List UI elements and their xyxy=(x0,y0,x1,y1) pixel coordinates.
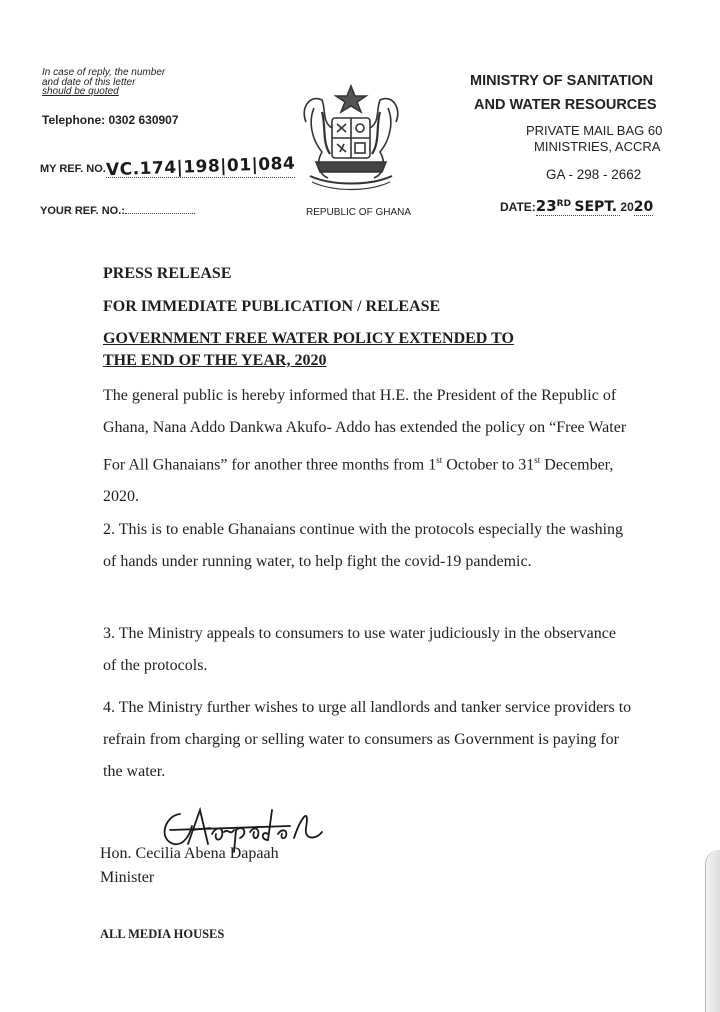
my-ref-value: VC.174|198|01|084 xyxy=(105,153,296,181)
publication-heading: FOR IMMEDIATE PUBLICATION / RELEASE xyxy=(103,298,441,315)
paragraph-3: 3. The Ministry appeals to consumers to use water judiciously in the observance of the protocols. xyxy=(103,625,616,674)
date-month: SEPT. xyxy=(574,199,618,215)
date-year-prefix: 20 xyxy=(620,200,634,214)
paragraph-2: 2. This is to enable Ghanaians continue with the protocols especially the washing of hands under running water, to help fight the covid-19 pandemic. xyxy=(103,521,624,570)
telephone: Telephone: 0302 630907 xyxy=(42,113,179,127)
my-ref-label: MY REF. NO. xyxy=(40,163,106,175)
date-field xyxy=(500,197,653,216)
ordinal-suffix: st xyxy=(436,455,443,465)
paragraph-1 xyxy=(103,380,633,513)
signatory-title: Minister xyxy=(100,869,155,886)
date-label: DATE: xyxy=(500,200,536,214)
date-day: 23 xyxy=(535,197,557,215)
ministry-name-line-2: AND WATER RESOURCES xyxy=(474,97,657,113)
reply-note xyxy=(42,68,165,97)
your-reference xyxy=(40,203,195,217)
digital-address: GA - 298 - 2662 xyxy=(546,167,642,182)
release-title-line-1: GOVERNMENT FREE WATER POLICY EXTENDED TO xyxy=(103,330,514,347)
press-release-heading: PRESS RELEASE xyxy=(103,265,232,282)
release-title-line-2: THE END OF THE YEAR, 2020 xyxy=(103,352,327,369)
date-year: 20 xyxy=(633,199,654,215)
ghana-coat-of-arms-icon xyxy=(292,82,410,194)
your-ref-label: YOUR REF. NO.: xyxy=(40,205,125,217)
ordinal-suffix: st xyxy=(534,455,541,465)
distribution-list: ALL MEDIA HOUSES xyxy=(100,927,225,941)
paragraph-4: 4. The Ministry further wishes to urge all landlords and tanker service providers to refrain from charging or selling water to consumers as Government is paying for the water. xyxy=(103,699,632,780)
reply-note-line-1: In case of reply, the number xyxy=(42,67,166,78)
reply-note-line-3: should be quoted xyxy=(42,86,119,97)
address-line-2: MINISTRIES, ACCRA xyxy=(534,139,661,154)
signatory-name: Hon. Cecilia Abena Dapaah xyxy=(100,845,279,862)
paragraph-1-text-c: December, 2020. xyxy=(103,456,614,506)
address-line-1: PRIVATE MAIL BAG 60 xyxy=(526,123,663,138)
my-reference xyxy=(40,153,296,181)
page-curl xyxy=(705,850,720,1012)
reply-note-line-2: and date of this letter xyxy=(42,76,136,88)
republic-of-ghana-label: REPUBLIC OF GHANA xyxy=(306,207,412,218)
release-title xyxy=(103,328,514,372)
paragraph-1-text-a: The general public is hereby informed that H.E. the President of the Republic of Ghana, Nana Addo Dankwa Akufo- Addo has extended the policy on “Free Water For All Ghanaians” for another three months from 1 xyxy=(103,387,627,474)
ministry-name-line-1: MINISTRY OF SANITATION xyxy=(470,73,654,89)
date-suffix: RD xyxy=(556,199,572,209)
paragraph-1-text-b: October to 31 xyxy=(442,456,535,474)
